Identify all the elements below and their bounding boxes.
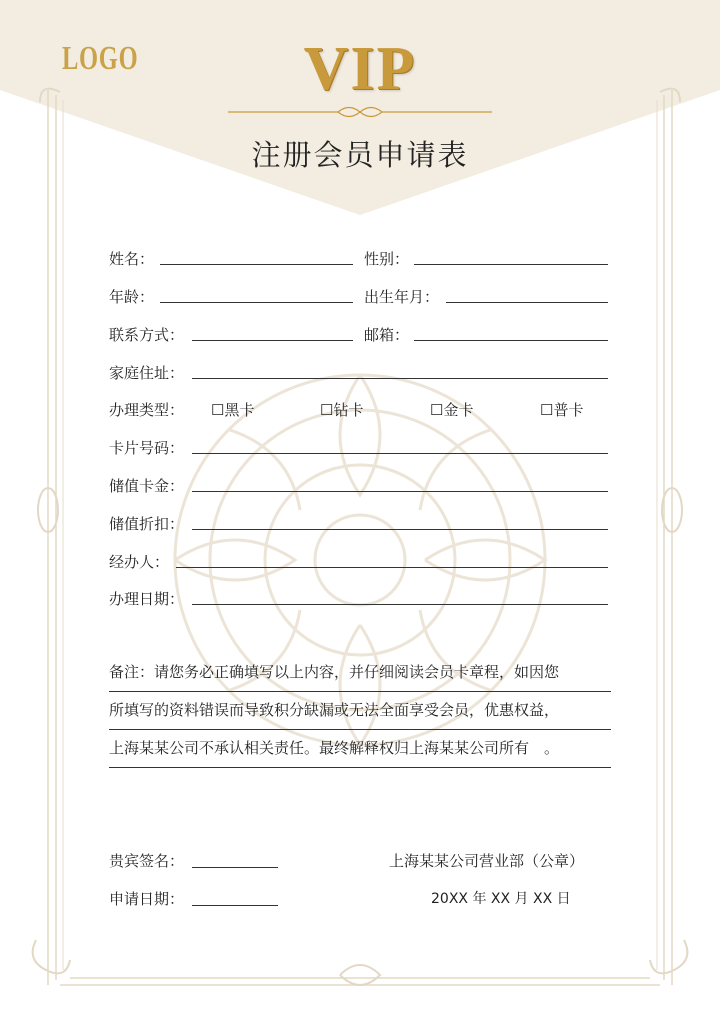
email-label: 邮箱： [364,326,410,344]
address-field[interactable] [192,378,608,379]
birth-field[interactable] [446,302,608,303]
date-label: 办理日期： [109,590,185,608]
birth-label: 出生年月： [364,288,440,306]
name-label: 姓名： [109,250,155,268]
signature-field[interactable] [192,867,278,868]
stored-amount-label: 储值卡金： [109,477,185,495]
note-line-3: 上海某某公司不承认相关责任。最终解释权归上海某某公司所有 。 [109,730,611,768]
logo: LOGO [62,40,139,77]
age-label: 年龄： [109,288,155,306]
page-title: 注册会员申请表 [251,138,469,172]
name-field[interactable] [160,264,353,265]
stored-amount-field[interactable] [192,491,608,492]
regular-card-checkbox[interactable]: ☐普卡 [540,401,584,419]
gender-field[interactable] [414,264,608,265]
handler-field[interactable] [176,567,608,568]
contact-field[interactable] [192,340,353,341]
signature-label: 贵宾签名： [109,852,185,870]
handler-label: 经办人： [109,553,170,571]
email-field[interactable] [414,340,608,341]
contact-label: 联系方式： [109,326,185,344]
black-card-checkbox[interactable]: ☐黑卡 [211,401,255,419]
stored-discount-field[interactable] [192,529,608,530]
note-block [109,654,611,768]
date-text: 20XX 年 XX 月 XX 日 [431,891,571,907]
diamond-card-checkbox[interactable]: ☐钻卡 [320,401,364,419]
company-seal-text: 上海某某公司营业部（公章） [389,852,585,870]
age-field[interactable] [160,302,353,303]
note-line-1: 备注：请您务必正确填写以上内容，并仔细阅读会员卡章程，如因您 [109,654,611,692]
type-label: 办理类型： [109,401,185,419]
card-number-field[interactable] [192,453,608,454]
stored-discount-label: 储值折扣： [109,515,185,533]
note-line-2: 所填写的资料错误而导致积分缺漏或无法全面享受会员，优惠权益， [109,692,611,730]
vip-emblem: VIP [303,35,417,103]
card-number-label: 卡片号码： [109,439,185,457]
apply-date-label: 申请日期： [109,890,185,908]
address-label: 家庭住址： [109,364,185,382]
apply-date-field[interactable] [192,905,278,906]
gender-label: 性别： [364,250,410,268]
gold-card-checkbox[interactable]: ☐金卡 [430,401,474,419]
date-field[interactable] [192,604,608,605]
